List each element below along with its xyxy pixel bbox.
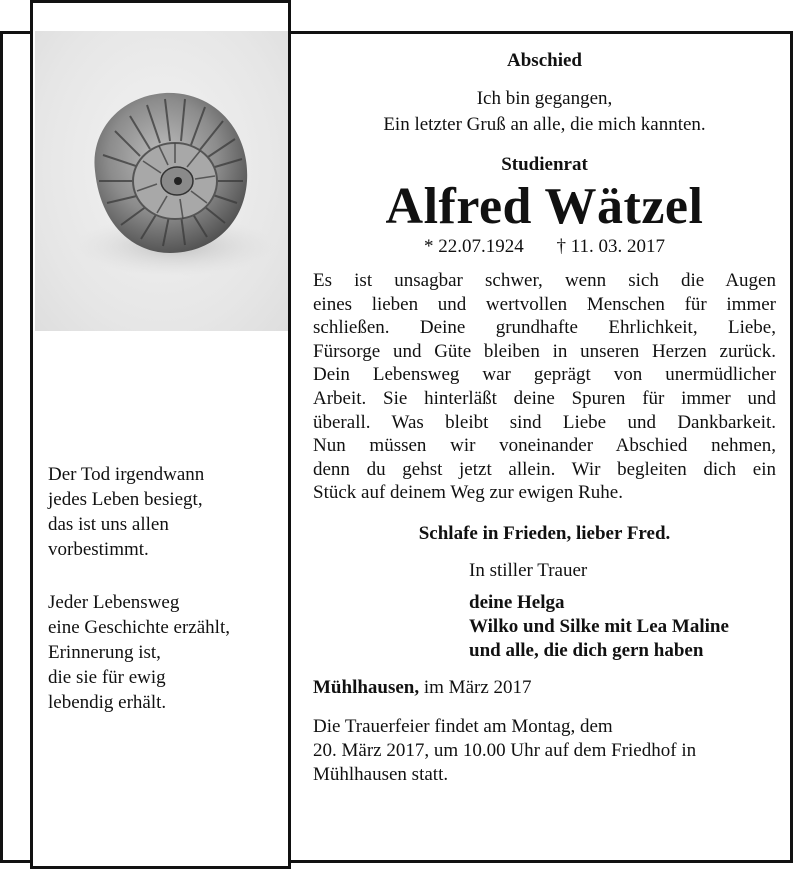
side-poem-1	[48, 462, 278, 562]
deceased-title: Studienrat	[501, 154, 588, 175]
side-poem-line: Der Tod irgendwann	[48, 464, 205, 485]
text-line: schließen. Deine grundhafte Ehrlichkeit, Liebe,	[313, 317, 776, 339]
verse	[313, 86, 776, 138]
farewell-line: Schlafe in Frieden, lieber Fred.	[418, 522, 671, 544]
side-poem-line: Jeder Lebensweg	[48, 592, 180, 613]
place-date	[313, 677, 776, 699]
side-poem-line: lebendig erhält.	[48, 692, 167, 713]
side-poem-line: die sie für ewig	[48, 667, 166, 688]
place-date-text: im März 2017	[419, 676, 532, 698]
mourner-name: deine Helga	[469, 591, 565, 613]
text-line: Stück auf deinem Weg zur ewigen Ruhe.	[313, 482, 623, 504]
obituary-main	[313, 40, 776, 787]
side-poem-line: eine Geschichte erzählt,	[48, 617, 230, 638]
verse-line: Ich bin gegangen,	[476, 88, 613, 109]
text-line: Nun müssen wir voneinander Abschied nehmen,	[313, 435, 776, 457]
deceased-name: Alfred Wätzel	[385, 178, 704, 235]
side-poem-line: das ist uns allen	[48, 514, 169, 535]
mourner-name: und alle, die dich gern haben	[469, 639, 704, 661]
text-line: überall. Was bleibt sind Liebe und Dankbarkeit.	[313, 411, 776, 433]
text-line: Es ist unsagbar schwer, wenn sich die Augen	[313, 270, 776, 291]
side-poem-line: vorbestimmt.	[48, 539, 149, 560]
side-poem-2	[48, 590, 278, 715]
funeral-line: 20. März 2017, um 10.00 Uhr auf dem Friedhof in	[313, 739, 697, 761]
ammonite-fossil-photo	[35, 31, 288, 331]
mourner-name: Wilko und Silke mit Lea Maline	[469, 615, 729, 637]
text-line: eines lieben und wertvollen Menschen für immer	[313, 293, 776, 315]
mourning-label: In stiller Trauer	[469, 559, 588, 581]
text-line: denn du gehst jetzt allein. Wir begleiten dich ein	[313, 458, 776, 480]
verse-line: Ein letzter Gruß an alle, die mich kannten.	[383, 114, 706, 135]
funeral-line: Mühlhausen statt.	[313, 763, 449, 785]
heading: Abschied	[507, 50, 582, 71]
birth-date: * 22.07.1924	[423, 236, 524, 257]
text-line: Dein Lebensweg war geprägt von unermüdlicher	[313, 364, 776, 386]
side-poem-line: Erinnerung ist,	[48, 642, 161, 663]
death-date: † 11. 03. 2017	[556, 236, 666, 257]
obituary-text	[313, 269, 776, 505]
funeral-line: Die Trauerfeier findet am Montag, dem	[313, 715, 613, 737]
funeral-notice	[313, 715, 776, 787]
mourners-block	[469, 559, 776, 663]
place-name: Mühlhausen,	[313, 676, 420, 698]
text-line: Fürsorge und Güte bleiben in unseren Herzen zurück.	[313, 340, 776, 362]
side-poem-line: jedes Leben besiegt,	[48, 489, 203, 510]
life-dates	[313, 236, 776, 258]
ammonite-icon	[35, 31, 288, 331]
text-line: Arbeit. Sie hinterläßt deine Spuren für immer und	[313, 387, 776, 409]
